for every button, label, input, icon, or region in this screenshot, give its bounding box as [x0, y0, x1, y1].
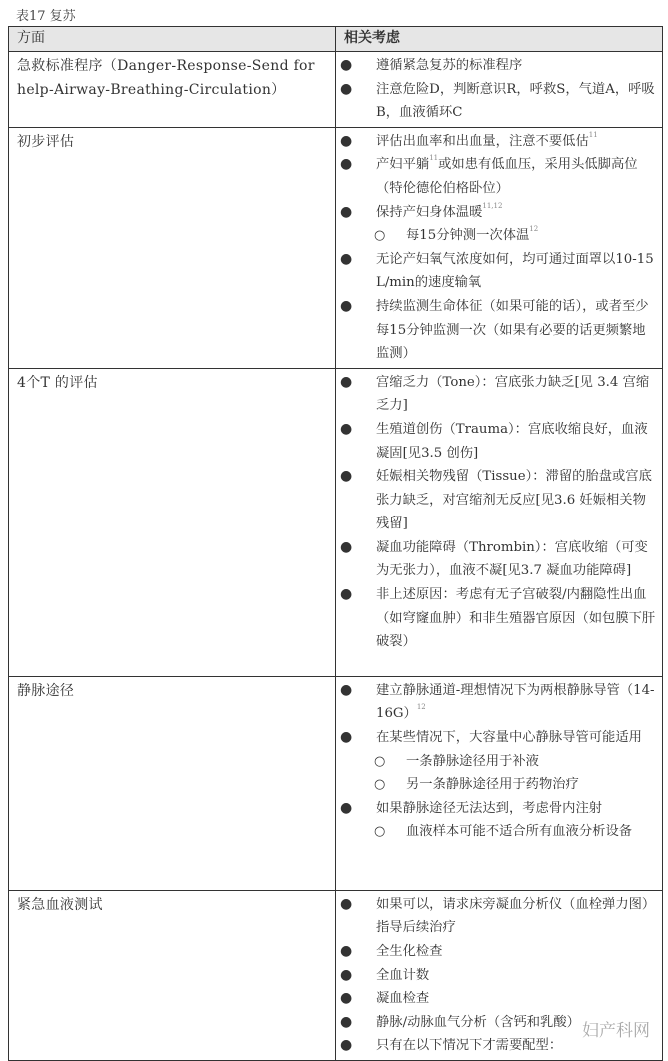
bullet-icon: ●: [340, 895, 353, 912]
item-text: 保持产妇身体温暖: [376, 204, 483, 220]
list-item: [336, 940, 656, 964]
bullet-icon: ●: [340, 1037, 353, 1054]
aspect-cell: [9, 890, 336, 1060]
bullet-icon: ●: [340, 373, 353, 390]
bullet-icon: ●: [340, 203, 353, 220]
sub-list-item: [336, 820, 656, 844]
list-item: [336, 78, 656, 125]
bullet-icon: ●: [340, 966, 353, 983]
bullet-icon: ●: [340, 420, 353, 437]
list-item: [336, 153, 656, 200]
table-row: [9, 127, 663, 368]
item-text: 产妇平躺: [376, 157, 430, 173]
item-text: 凝血检查: [376, 991, 430, 1007]
item-text: 凝血功能障碍（Thrombin）：宫底收缩（可变为无张力），血液不凝[见3.7 凝血功能障碍]: [376, 539, 648, 579]
reference-superscript: 11: [429, 154, 439, 163]
list-item: [336, 583, 656, 654]
bullet-icon: ●: [340, 132, 353, 149]
bullet-icon: ●: [340, 468, 353, 485]
bullet-icon: ●: [340, 681, 353, 698]
list-item: [336, 295, 656, 366]
item-text: 血液样本可能不适合所有血液分析设备: [406, 824, 633, 840]
aspect-cell: [9, 368, 336, 676]
bullet-icon: ●: [340, 728, 353, 745]
item-text: 静脉/动脉血气分析（含钙和乳酸）: [376, 1014, 580, 1030]
hollow-bullet-icon: ○: [374, 777, 386, 793]
header-aspect: 方面: [9, 27, 336, 52]
item-text: 遵循紧急复苏的标准程序: [376, 58, 523, 73]
list-item: [336, 130, 656, 154]
aspect-cell: [9, 676, 336, 890]
aspect-text: 紧急血液测试: [17, 896, 103, 913]
item-text: 妊娠相关物残留（Tissue）：滞留的胎盘或宫底张力缺乏，对宫缩剂无反应[见3.6 妊娠相关物残留]: [376, 469, 652, 532]
item-text: 非上述原因：考虑有无子宫破裂/内翻隐性出血（如穹窿血肿）和非生殖器官原因（如包膜下肝破裂）: [376, 587, 656, 650]
sub-list-item: [336, 773, 656, 797]
item-text: 如果静脉途径无法达到，考虑骨内注射: [376, 800, 603, 816]
aspect-cell: [9, 52, 336, 128]
reference-superscript: 12: [529, 225, 539, 234]
item-text: 只有在以下情况下才需要配型：: [376, 1038, 563, 1054]
item-text: 在某些情况下，大容量中心静脉导管可能适用: [376, 729, 642, 745]
bullet-icon: ●: [340, 586, 353, 603]
item-text-continued: 或如患有低血压，采用头低脚高位（特伦德伦伯格卧位）: [376, 157, 638, 196]
considerations-cell: [336, 368, 663, 676]
list-item: [336, 964, 656, 988]
item-text: 持续监测生命体征（如果可能的话），或者至少每15分钟监测一次（如果有必要的话更频繁地监测）: [376, 298, 649, 362]
list-item: [336, 465, 656, 536]
watermark: 妇产科网: [582, 1021, 650, 1041]
table-header-row: [9, 27, 663, 52]
reference-superscript: 11,12: [482, 201, 503, 210]
item-text: 评估出血率和出血量，注意不要低估: [376, 133, 589, 149]
bullet-icon: ●: [340, 156, 353, 173]
table-row: [9, 368, 663, 676]
list-item: [336, 987, 656, 1011]
reference-superscript: 12: [416, 703, 426, 712]
bullet-icon: ●: [340, 297, 353, 314]
item-text: 全血计数: [376, 967, 430, 983]
bullet-icon: ●: [340, 990, 353, 1007]
item-text: 全生化检查: [376, 943, 443, 959]
bullet-icon: ●: [340, 80, 353, 97]
item-text: 注意危险D，判断意识R，呼救S，气道A，呼吸B，血液循环C: [376, 81, 655, 121]
table-row: [9, 52, 663, 128]
list-item: [336, 54, 656, 78]
hollow-bullet-icon: ○: [374, 753, 386, 769]
table-row: [9, 676, 663, 890]
aspect-text: 4个T 的评估: [17, 374, 98, 391]
list-item: [336, 201, 656, 225]
aspect-text: 初步评估: [17, 133, 75, 150]
resuscitation-table: [8, 26, 663, 1061]
header-considerations: 相关考虑: [336, 27, 663, 52]
considerations-cell: [336, 52, 663, 128]
item-text: 无论产妇氧气浓度如何，均可通过面罩以10-15 L/min的速度输氧: [376, 251, 654, 291]
item-text: 每15分钟测一次体温: [406, 228, 530, 244]
sub-list-item: [336, 750, 656, 774]
considerations-cell: [336, 676, 663, 890]
table-caption: 表17 复苏: [16, 9, 76, 24]
list-item: [336, 371, 656, 418]
bullet-icon: ●: [340, 538, 353, 555]
bullet-icon: ●: [340, 1013, 353, 1030]
table-row: [9, 890, 663, 1060]
bullet-icon: ●: [340, 799, 353, 816]
bullet-icon: ●: [340, 250, 353, 267]
considerations-cell: [336, 127, 663, 368]
aspect-text: 静脉途径: [17, 682, 75, 699]
list-item: [336, 726, 656, 750]
list-item: [336, 893, 656, 940]
hollow-bullet-icon: ○: [374, 228, 386, 244]
item-text: 生殖道创伤（Trauma）：宫底收缩良好，血液凝固[见3.5 创伤]: [376, 421, 648, 461]
sub-list-item: [336, 224, 656, 248]
hollow-bullet-icon: ○: [374, 824, 386, 840]
item-text: 宫缩乏力（Tone）：宫底张力缺乏[见 3.4 宫缩乏力]: [376, 374, 650, 414]
list-item: [336, 248, 656, 295]
list-item: [336, 536, 656, 583]
list-item: [336, 797, 656, 821]
bullet-icon: ●: [340, 57, 353, 73]
list-item: [336, 418, 656, 465]
reference-superscript: 11: [588, 130, 598, 139]
item-text: 建立静脉通道-理想情况下为两根静脉导管（14-16G）: [376, 682, 655, 722]
item-text: 一条静脉途径用于补液: [406, 753, 539, 769]
item-text: 如果可以，请求床旁凝血分析仪（血栓弹力图）指导后续治疗: [376, 896, 656, 936]
aspect-cell: [9, 127, 336, 368]
list-item: [336, 679, 656, 726]
bullet-icon: ●: [340, 942, 353, 959]
item-text: 另一条静脉途径用于药物治疗: [406, 777, 579, 793]
aspect-text: 急救标准程序（Danger-Response-Send for help-Airway-Breathing-Circulation）: [17, 58, 315, 98]
